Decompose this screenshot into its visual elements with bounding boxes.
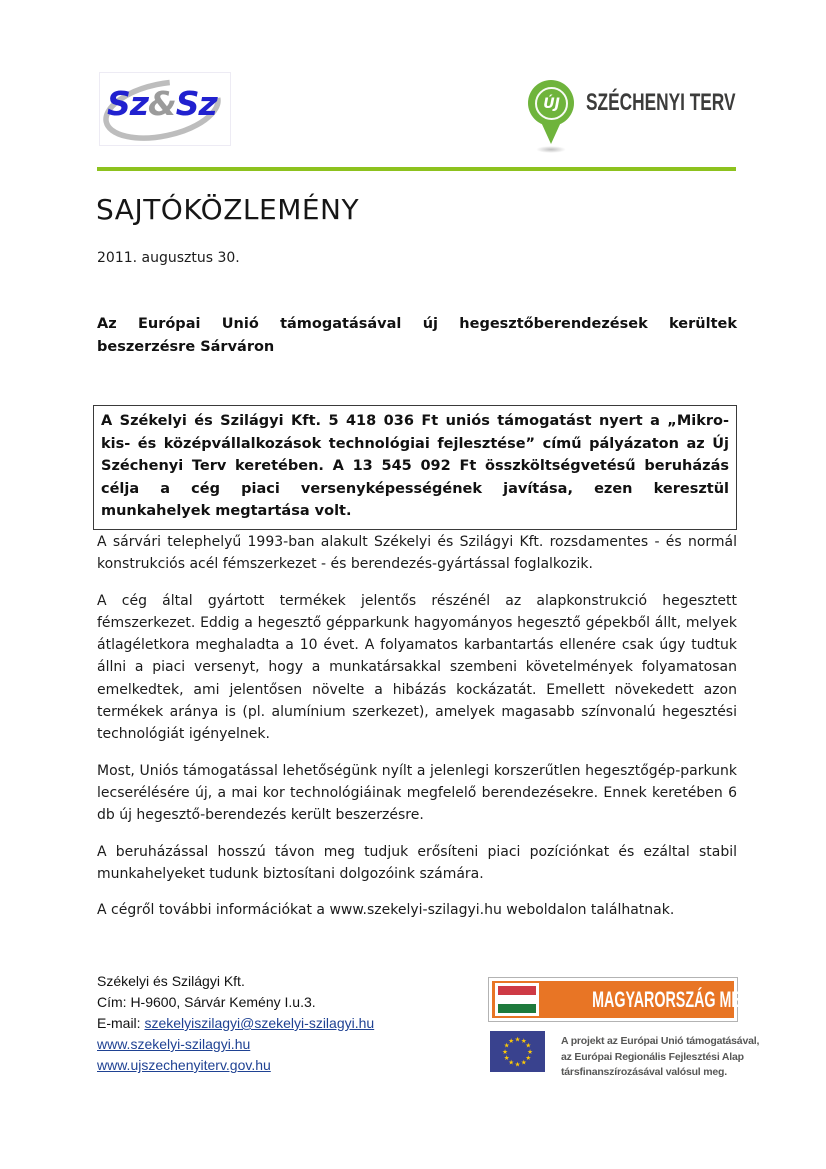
flag-stripe-white bbox=[498, 995, 536, 1004]
svg-text:★: ★ bbox=[520, 1037, 527, 1045]
body-paragraph: Most, Uniós támogatással lehetőségünk nyílt a jelenlegi korszerűtlen hegesztőgép-parkunk lecserélésére új, a mai kor technológiáinak megfelelő berendezésekre. Ennek keretében 6 db új hegesztő-berendezés került beszerzésre. bbox=[97, 762, 737, 824]
banner-text: MAGYARORSZÁG MEGÚJUL bbox=[592, 986, 790, 1012]
website-link-szekelyi[interactable]: www.szekelyi-szilagyi.hu bbox=[97, 1036, 251, 1052]
website-line bbox=[97, 1034, 374, 1055]
email-link[interactable]: szekelyiszilagyi@szekelyi-szilagyi.hu bbox=[144, 1015, 375, 1031]
svg-text:★: ★ bbox=[508, 1037, 515, 1045]
body-paragraph: A beruházással hosszú távon meg tudjuk erősíteni piaci pozíciónkat és ezáltal stabil munkahelyeket tudunk biztosítani dolgozóink számára. bbox=[97, 843, 737, 882]
szsz-logo-sz1: Sz bbox=[107, 84, 148, 123]
body-paragraph: A cégről további információkat a www.szekelyi-szilagyi.hu weboldalon találhatnak. bbox=[97, 902, 675, 919]
szsz-logo-sz2: Sz bbox=[175, 84, 217, 123]
svg-text:★: ★ bbox=[525, 1054, 532, 1062]
flag-stripe-green bbox=[498, 1004, 536, 1013]
body-copy bbox=[97, 531, 737, 935]
uszt-pin-ring bbox=[535, 87, 568, 120]
eu-note-line: társfinanszírozásával valósul meg. bbox=[561, 1066, 727, 1078]
uj-szechenyi-terv-logo bbox=[528, 80, 738, 160]
eu-funding-note bbox=[561, 1031, 759, 1081]
headline: Az Európai Unió támogatásával új hegesztőberendezések kerültek beszerzésre Sárváron bbox=[97, 316, 737, 355]
uszt-pin-label: ÚJ bbox=[543, 95, 560, 112]
website-link-uszt[interactable]: www.ujszechenyiterv.gov.hu bbox=[97, 1057, 271, 1073]
header-divider-rule bbox=[97, 167, 736, 171]
svg-text:★: ★ bbox=[514, 1035, 521, 1044]
svg-text:★: ★ bbox=[508, 1058, 515, 1067]
uszt-logo-title: SZÉCHENYI TERV bbox=[586, 89, 736, 116]
contact-block bbox=[97, 971, 374, 1076]
svg-text:★: ★ bbox=[520, 1058, 527, 1067]
company-address: Cím: H-9600, Sárvár Kemény I.u.3. bbox=[97, 994, 316, 1010]
lead-paragraph-box: A Székelyi és Szilágyi Kft. 5 418 036 Ft uniós támogatást nyert a „Mikro- kis- és középvállalkozások technológiai fejlesztése” című pályázaton az Új Széchenyi Terv keretében. A 13 545 092 Ft összköltségvetésű beruházás célja a cég piaci versenyképességének javítása, ezen keresztül munkahelyek megtartása volt. bbox=[93, 405, 737, 530]
eu-flag-icon bbox=[490, 1031, 545, 1072]
szsz-logo-ampersand: & bbox=[147, 84, 176, 123]
eu-note-line: az Európai Regionális Fejlesztési Alap bbox=[561, 1050, 744, 1063]
svg-text:★: ★ bbox=[503, 1041, 510, 1050]
body-paragraph: A sárvári telephelyű 1993-ban alakult Székelyi és Szilágyi Kft. rozsdamentes - és normál konstrukciós acél fémszerkezet - és berendezés-gyártással foglalkozik. bbox=[97, 534, 737, 573]
svg-text:★: ★ bbox=[502, 1047, 508, 1056]
eu-note-line: A projekt az Európai Unió támogatásával, bbox=[561, 1035, 760, 1047]
release-date: 2011. augusztus 30. bbox=[97, 250, 240, 266]
email-label: E-mail: bbox=[97, 1015, 145, 1031]
svg-text:★: ★ bbox=[514, 1060, 521, 1069]
body-paragraph: A cég által gyártott termékek jelentős részénél az alapkonstrukció hegesztett fémszerkezet. Eddig a hegesztő gépparkunk hagyományos hegesztő gépekből állt, melyek átlagéletkora meghaladta a 10 évet. A folyamatos karbantartás ellenére csak úgy tudtuk állni a piaci versenyt, hogy a munkatársakkal szembeni követelmények folyamatosan emelkedtek, ami jelentősen növelte a hibázás kockázatát. Emellett növekedett azon termékek aránya is (pl. alumínium szerkezet), amelyek magasabb színvonalú hegesztési technológiát igényelnek. bbox=[97, 592, 737, 743]
pin-shadow bbox=[536, 146, 566, 153]
hungarian-flag-icon bbox=[495, 983, 539, 1016]
svg-text:★: ★ bbox=[527, 1047, 533, 1056]
uszt-pin-icon bbox=[528, 80, 574, 126]
svg-text:★: ★ bbox=[525, 1041, 532, 1050]
svg-text:★: ★ bbox=[503, 1054, 510, 1062]
szsz-logo-text bbox=[107, 84, 217, 123]
szsz-company-logo bbox=[99, 72, 231, 146]
eu-funding-block bbox=[490, 1031, 759, 1081]
website-line bbox=[97, 1055, 374, 1076]
flag-stripe-red bbox=[498, 986, 536, 995]
banner-inner bbox=[492, 981, 790, 1018]
magyarorszag-megujul-banner bbox=[488, 977, 790, 1022]
company-name: Székelyi és Szilágyi Kft. bbox=[97, 973, 245, 989]
page-title: SAJTÓKÖZLEMÉNY bbox=[96, 193, 360, 226]
email-line bbox=[97, 1013, 374, 1034]
